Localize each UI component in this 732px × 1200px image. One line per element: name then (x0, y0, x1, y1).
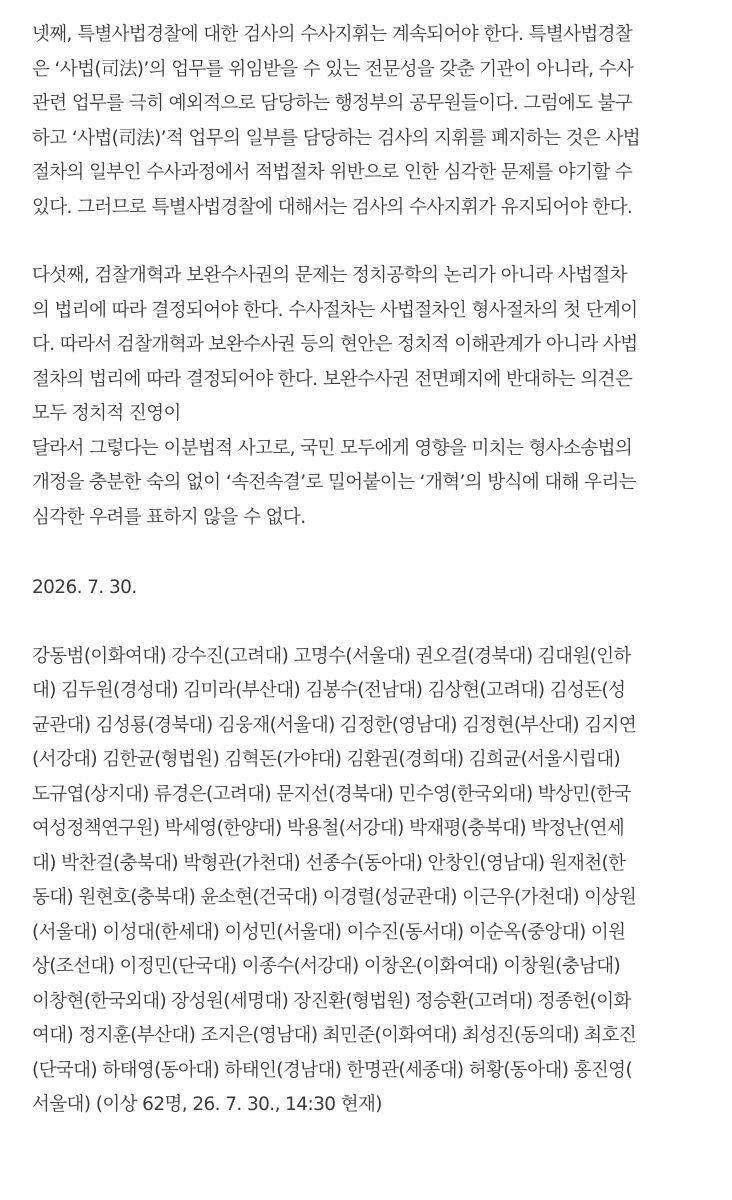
date-text: 2026. 7. 30. (32, 577, 137, 598)
text-line: 다섯째, 검찰개혁과 보완수사권의 문제는 정치공학의 논리가 아니라 사법절차 (32, 265, 627, 286)
statement-date (32, 571, 700, 606)
signatory-line: 도규엽(상지대) 류경은(고려대) 문지선(경북대) 민수영(한국외대) 박상민(한국 (32, 783, 631, 805)
text-line: 개정을 충분한 숙의 없이 ‘속전속결’로 밀어붙이는 ‘개혁’의 방식에 대해 우리는 (32, 472, 637, 493)
signatory-line: 상(조선대) 이정민(단국대) 이종수(서강대) 이창온(이화여대) 이창원(충남대) (32, 956, 621, 977)
text-line: 관련 업무를 극히 예외적으로 담당하는 행정부의 공무원들이다. 그럼에도 불구 (32, 93, 633, 114)
signatory-line: 균관대) 김성룡(경북대) 김웅재(서울대) 김정한(영남대) 김정현(부산대) 김지연 (32, 714, 637, 736)
text-line: 달라서 그렇다는 이분법적 사고로, 국민 모두에게 영향을 미치는 형사소송법의 (32, 437, 633, 459)
signatory-line: 여성정책연구원) 박세영(한양대) 박용철(서강대) 박재평(충북대) 박정난(연세 (32, 818, 625, 839)
signatory-line: (단국대) 하태영(동아대) 하태인(경남대) 한명관(세종대) 허황(동아대) 홍진영( (32, 1059, 633, 1081)
text-line: 절차의 법리에 따라 결정되어야 한다. 보완수사권 전면폐지에 반대하는 의견은 (32, 368, 633, 390)
signatory-line: 동대) 원현호(충북대) 윤소현(건국대) 이경렬(성균관대) 이근우(가천대) 이상원 (32, 887, 637, 908)
signatory-list (32, 640, 700, 1123)
paragraph-spacer (32, 535, 700, 571)
text-line: 절차의 일부인 수사과정에서 적법절차 위반으로 인한 심각한 문제를 야기할 수 (32, 162, 633, 183)
text-line: 모두 정치적 진영이 (32, 403, 181, 424)
text-line: 의 법리에 따라 결정되어야 한다. 수사절차는 사법절차인 형사절차의 첫 단계이 (32, 299, 638, 321)
text-line: 다. 따라서 검찰개혁과 보완수사권 등의 현안은 정치적 이해관계가 아니라 사법 (32, 334, 638, 355)
signatory-line: (서울대) 이성대(한세대) 이성민(서울대) 이수진(동서대) 이순옥(중앙대) 이원 (32, 921, 626, 943)
text-line: 있다. 그러므로 특별사법경찰에 대해서는 검사의 수사지휘가 유지되어야 한다. (32, 196, 633, 218)
text-line: 하고 ‘사법(司法)’적 업무의 일부를 담당하는 검사의 지휘를 폐지하는 것은 사법 (32, 127, 640, 149)
paragraph-fourth (32, 18, 700, 225)
text-line: 넷째, 특별사법경찰에 대한 검사의 수사지휘는 계속되어야 한다. 특별사법경찰 (32, 24, 633, 45)
signatory-line: 대) 김두원(경성대) 김미라(부산대) 김봉수(전남대) 김상현(고려대) 김성돈(성 (32, 680, 626, 701)
signatory-line: 서울대) (이상 62명, 26. 7. 30., 14:30 현재) (32, 1094, 382, 1115)
signatory-line: 이창현(한국외대) 장성원(세명대) 장진환(형법원) 정승환(고려대) 정종헌(이화 (32, 990, 631, 1012)
text-line: 심각한 우려를 표하지 않을 수 없다. (32, 506, 306, 528)
paragraph-spacer (32, 606, 700, 640)
text-line: 은 ‘사법(司法)’의 업무를 위임받을 수 있는 전문성을 갖춘 기관이 아니라, 수사 (32, 58, 634, 80)
signatory-line: 여대) 정지훈(부산대) 조지은(영남대) 최민준(이화여대) 최성진(동의대) 최호진 (32, 1025, 637, 1046)
paragraph-fifth (32, 259, 700, 535)
signatory-line: (서강대) 김한균(형법원) 김혁돈(가야대) 김환권(경희대) 김희균(서울시립대) (32, 749, 621, 770)
signatory-line: 대) 박찬걸(충북대) 박형관(가천대) 선종수(동아대) 안창인(영남대) 원재천(한 (32, 852, 626, 874)
signatory-line: 강동범(이화여대) 강수진(고려대) 고명수(서울대) 권오걸(경북대) 김대원(인하 (32, 645, 631, 667)
paragraph-spacer (32, 225, 700, 259)
